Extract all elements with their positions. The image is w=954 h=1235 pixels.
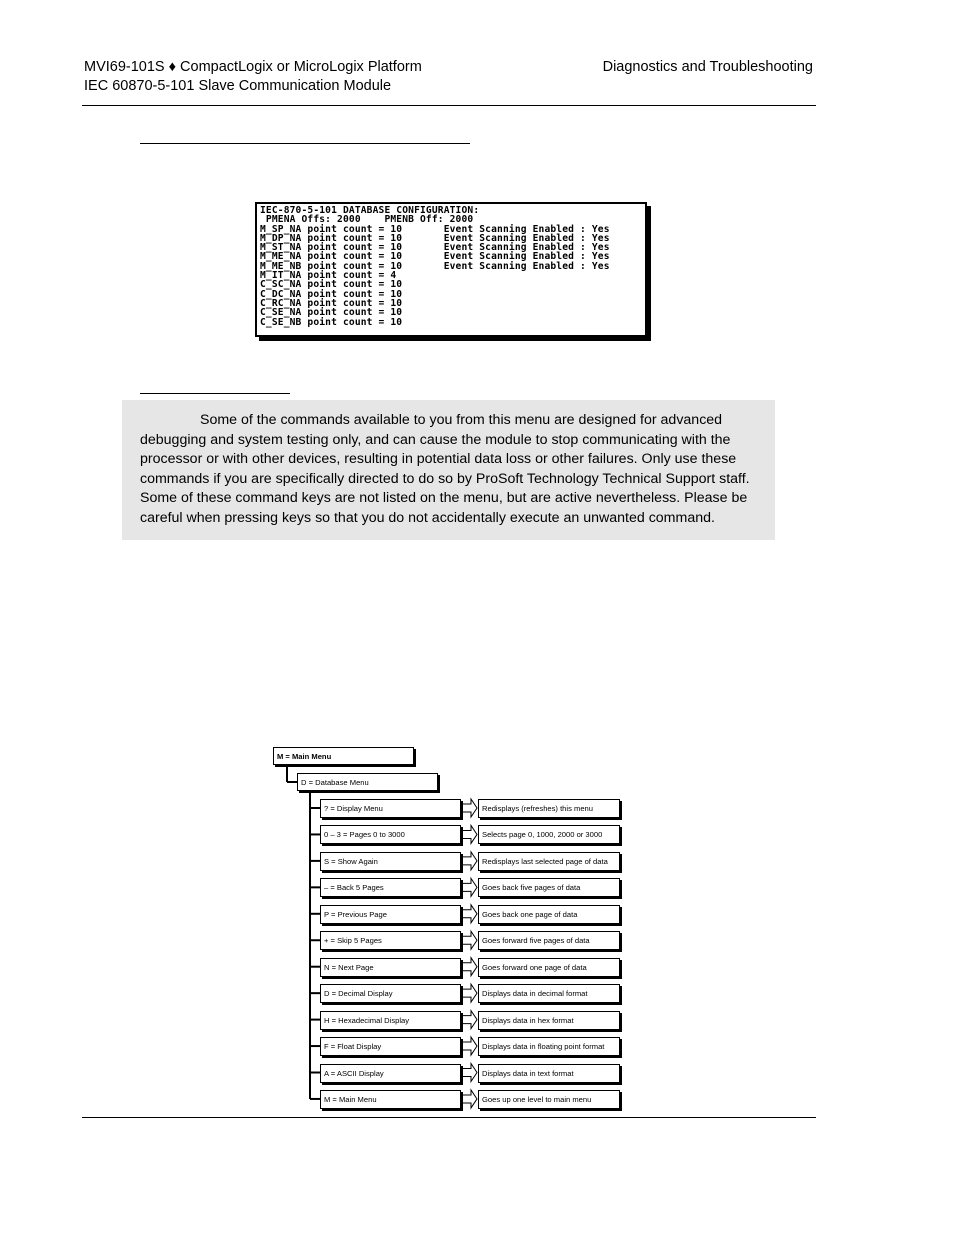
menu-description-box: Goes back one page of data [478, 905, 620, 924]
screenshot-text [257, 204, 645, 327]
menu-description-box: Goes forward five pages of data [478, 931, 620, 950]
menu-key-box: A = ASCII Display [320, 1064, 461, 1083]
screenshot-line: M_ST_NA point count = 10 Event Scanning Enabled : Yes [260, 242, 610, 254]
menu-key-box: N = Next Page [320, 958, 461, 977]
menu-key-box: D = Decimal Display [320, 984, 461, 1003]
heading-underline [140, 143, 470, 144]
screenshot-line: C_SC_NA point count = 10 [260, 279, 403, 291]
page-header-left [84, 58, 422, 96]
menu-description-box: Goes up one level to main menu [478, 1090, 620, 1109]
caution-text: Some of the commands available to you from this menu are designed for advanced debugging and system testing only, and can cause the module to stop communicating with the processor or with other devices, resulting in potential data loss or other failures. Only use these commands if you are specifically directed to do so by ProSoft Technology Technical Support staff. Some of these command keys are not listed on the menu, but are active nevertheless. Please be careful when pressing keys so that you do not accidentally execute an unwanted command. [140, 412, 750, 526]
menu-description-box: Displays data in hex format [478, 1011, 620, 1030]
database-config-screenshot [255, 202, 647, 337]
arrow-connector [461, 1037, 477, 1055]
arrow-connector [461, 799, 477, 817]
screenshot-line: IEC-870-5-101 DATABASE CONFIGURATION: [260, 205, 480, 216]
arrow-connector [461, 1064, 477, 1082]
arrow-connector [461, 825, 477, 843]
menu-key-box: P = Previous Page [320, 905, 461, 924]
arrow-connector [461, 878, 477, 896]
screenshot-line: PMENA Offs: 2000 PMENB Off: 2000 [260, 214, 474, 226]
menu-description-box: Goes forward one page of data [478, 958, 620, 977]
menu-key-box: S = Show Again [320, 852, 461, 871]
menu-description-box: Displays data in floating point format [478, 1037, 620, 1056]
product-subtitle: IEC 60870-5-101 Slave Communication Module [84, 78, 392, 94]
section-title: Diagnostics and Troubleshooting [602, 59, 813, 75]
menu-description-box: Displays data in text format [478, 1064, 620, 1083]
menu-description-box: Redisplays (refreshes) this menu [478, 799, 620, 818]
menu-key-box: – = Back 5 Pages [320, 878, 461, 897]
arrow-connector [461, 1011, 477, 1029]
menu-key-box: ? = Display Menu [320, 799, 461, 818]
database-menu-box: D = Database Menu [297, 773, 438, 791]
menu-description-box: Redisplays last selected page of data [478, 852, 620, 871]
menu-description-box: Displays data in decimal format [478, 984, 620, 1003]
menu-description-box: Selects page 0, 1000, 2000 or 3000 [478, 825, 620, 844]
menu-key-box: H = Hexadecimal Display [320, 1011, 461, 1030]
menu-description-box: Goes back five pages of data [478, 878, 620, 897]
header-divider [82, 105, 816, 106]
menu-key-box: + = Skip 5 Pages [320, 931, 461, 950]
screenshot-line: C_SE_NA point count = 10 [260, 307, 403, 319]
caution-heading-underline [140, 393, 290, 394]
caution-box [122, 400, 775, 540]
arrow-connector [461, 1090, 477, 1108]
footer-divider [82, 1117, 816, 1118]
screenshot-line: M_IT_NA point count = 4 [260, 270, 397, 282]
arrow-connector [461, 984, 477, 1002]
screenshot-line: M_SP_NA point count = 10 Event Scanning Enabled : Yes [260, 223, 610, 235]
menu-key-box: M = Main Menu [320, 1090, 461, 1109]
arrow-connector [461, 931, 477, 949]
screenshot-line: M_ME_NB point count = 10 Event Scanning Enabled : Yes [260, 260, 610, 272]
screenshot-line: M_DP_NA point count = 10 Event Scanning Enabled : Yes [260, 232, 610, 244]
main-menu-box: M = Main Menu [273, 747, 414, 765]
arrow-connector [461, 852, 477, 870]
screenshot-line: C_SE_NB point count = 10 [260, 316, 403, 328]
menu-key-box: 0 – 3 = Pages 0 to 3000 [320, 825, 461, 844]
arrow-connector [461, 905, 477, 923]
screenshot-line: C_DC_NA point count = 10 [260, 288, 403, 300]
arrow-connector [461, 958, 477, 976]
screenshot-line: M_ME_NA point count = 10 Event Scanning Enabled : Yes [260, 251, 610, 263]
product-line: MVI69-101S ♦ CompactLogix or MicroLogix Platform [84, 59, 422, 75]
menu-key-box: F = Float Display [320, 1037, 461, 1056]
page-header-right [603, 58, 813, 77]
screenshot-line: C_RC_NA point count = 10 [260, 297, 403, 309]
